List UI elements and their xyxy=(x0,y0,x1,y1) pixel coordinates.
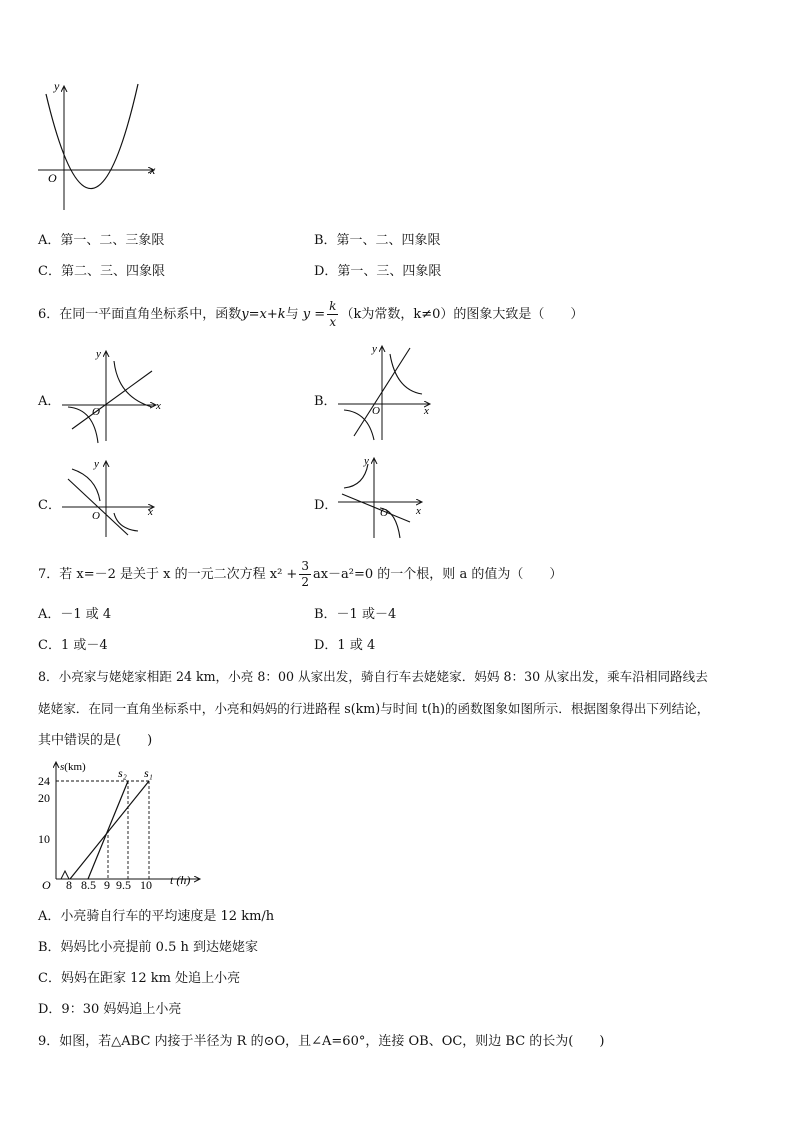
q5-option-c: C．第二、三、四象限 xyxy=(38,264,165,279)
q6-label-d: D． xyxy=(314,498,338,513)
q8-stem-line3: 其中错误的是( ) xyxy=(38,733,153,748)
q6d-x-label: x xyxy=(416,505,421,517)
q6-graph-d xyxy=(334,452,444,542)
q5-x-label: x xyxy=(150,163,156,177)
q7-stem-post: ax－a²=0 的一个根，则 a 的值为（ ） xyxy=(312,567,563,582)
q6-stem-pre: 6．在同一平面直角坐标系中，函数 xyxy=(38,307,242,322)
q7-option-d: D．1 或 4 xyxy=(314,638,376,653)
q8-stem-line1: 8．小亮家与姥姥家相距 24 km，小亮 8：00 从家出发，骑自行车去姥姥家．妈妈 8：30 从家出发，乘车沿相同路线去 xyxy=(38,669,708,684)
q6-func1: y=x+k xyxy=(241,307,286,322)
q5-option-b: B．第一、二、四象限 xyxy=(314,233,441,248)
q8-label-s2: s₂ xyxy=(118,766,127,780)
q5-y-label: y xyxy=(54,79,60,93)
q8-distance-time-chart xyxy=(34,756,214,896)
q8-xtick-9.5: 9.5 xyxy=(116,878,131,892)
q6-label-b: B． xyxy=(314,394,337,409)
q6a-hyperbola-upper xyxy=(114,361,152,407)
q8-xlabel: t (h) xyxy=(170,873,191,887)
q6-frac-num: k xyxy=(329,299,337,313)
q7-option-a: A．－1 或 4 xyxy=(38,607,112,622)
q6d-line xyxy=(342,494,410,522)
q6-graph-a xyxy=(58,345,168,445)
q6b-y-label: y xyxy=(372,343,377,355)
q8-line-s1 xyxy=(70,781,149,879)
q8-line-s2 xyxy=(88,781,128,879)
q5-option-d: D．第一、三、四象限 xyxy=(314,264,442,279)
q6-frac-den: x xyxy=(329,315,337,329)
q8-option-b: B．妈妈比小亮提前 0.5 h 到达姥姥家 xyxy=(38,940,258,955)
q6-label-c: C． xyxy=(38,498,61,513)
q8-ytick-20: 20 xyxy=(38,791,50,805)
q5-parabola-graph xyxy=(30,78,170,218)
q7-fraction xyxy=(299,559,311,590)
q5-option-a: A．第一、二、三象限 xyxy=(38,233,165,248)
q6c-hyperbola-lower xyxy=(114,513,138,531)
q6b-x-label: x xyxy=(424,405,429,417)
q6-fraction xyxy=(327,299,338,330)
q8-option-c: C．妈妈在距家 12 km 处追上小亮 xyxy=(38,971,241,986)
q6b-hyperbola-lower xyxy=(344,410,374,440)
q8-xtick-8.5: 8.5 xyxy=(81,878,96,892)
q8-xtick-9: 9 xyxy=(104,878,110,892)
q7-option-c: C．1 或－4 xyxy=(38,638,108,653)
q5-origin-label: O xyxy=(48,171,57,185)
q6a-x-label: x xyxy=(156,400,161,412)
q6-graph-b xyxy=(334,340,444,445)
q9-stem: 9．如图，若△ABC 内接于半径为 R 的⊙O，且∠A=60°，连接 OB、OC，则边 BC 的长为( ) xyxy=(38,1034,605,1049)
q7-stem xyxy=(38,556,562,594)
q6-stem-post: （k为常数，k≠0）的图象大致是（ ） xyxy=(340,307,584,322)
q6-func2-lhs: y = xyxy=(302,307,326,322)
q8-ytick-24: 24 xyxy=(38,774,50,788)
q6-graph-c xyxy=(58,455,168,540)
q6d-origin-label: O xyxy=(380,507,388,519)
q6c-y-label: y xyxy=(94,458,99,470)
q8-xtick-10: 10 xyxy=(140,878,152,892)
q8-ylabel-unit: (km) xyxy=(64,761,86,773)
q8-ylabel: s(km) xyxy=(60,761,86,773)
q6c-origin-label: O xyxy=(92,510,100,522)
q6c-x-label: x xyxy=(148,506,153,518)
q6b-hyperbola-upper xyxy=(390,354,422,394)
q6d-hyperbola-upper xyxy=(344,464,368,488)
q6-stem xyxy=(38,296,583,334)
q6-label-a: A． xyxy=(38,394,61,409)
q6d-y-label: y xyxy=(364,455,369,467)
q8-label-s1: s₁ xyxy=(144,766,153,780)
q6a-y-label: y xyxy=(96,348,101,360)
q6a-line xyxy=(72,371,152,429)
q6b-origin-label: O xyxy=(372,405,380,417)
q7-frac-den: 2 xyxy=(301,575,309,589)
q8-option-a: A．小亮骑自行车的平均速度是 12 km/h xyxy=(38,909,275,924)
q8-stem-line2: 姥姥家．在同一直角坐标系中，小亮和妈妈的行进路程 s(km)与时间 t(h)的函数图象如图所示．根据图象得出下列结论， xyxy=(38,701,710,716)
q8-option-d: D．9：30 妈妈追上小亮 xyxy=(38,1002,182,1017)
q8-ytick-10: 10 xyxy=(38,832,50,846)
q7-stem-pre: 7．若 x=－2 是关于 x 的一元二次方程 x² + xyxy=(38,567,298,582)
q6-stem-mid: 与 xyxy=(285,307,299,322)
q7-option-b: B．－1 或－4 xyxy=(314,607,397,622)
q5-parabola-curve xyxy=(46,84,138,189)
q7-frac-num: 3 xyxy=(301,559,309,573)
q8-xtick-8: 8 xyxy=(66,878,72,892)
q6a-origin-label: O xyxy=(92,406,100,418)
q8-origin: O xyxy=(42,878,51,892)
